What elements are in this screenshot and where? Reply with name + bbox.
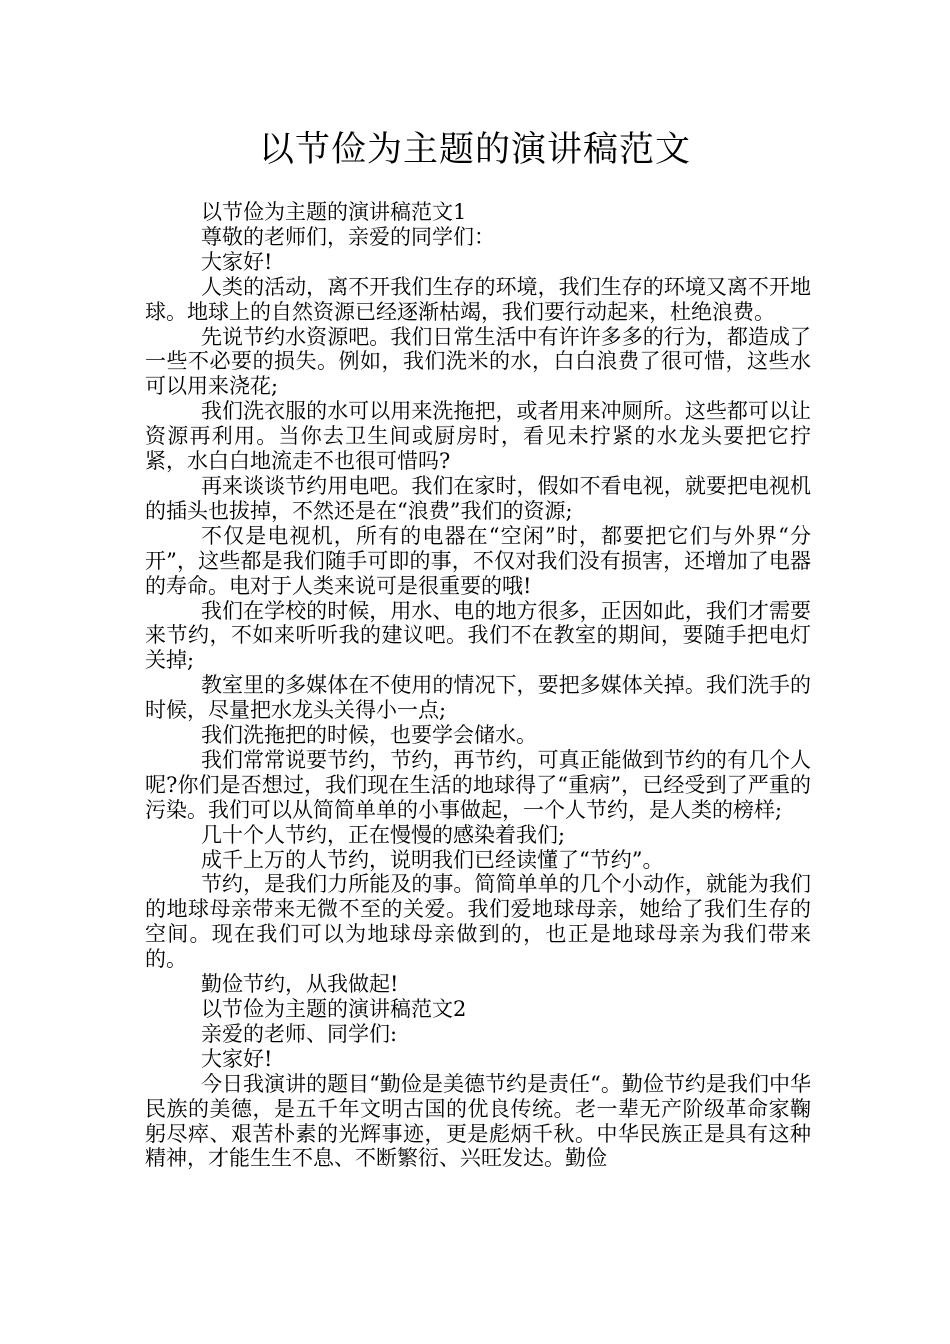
paragraph: 尊敬的老师们，亲爱的同学们：	[201, 224, 495, 249]
paragraph: 再来谈谈节约用电吧。我们在家时，假如不看电视，就要把电视机的插头也拔掉，不然还是在“浪费”我们的资源;	[145, 473, 811, 523]
paragraph: 我们洗拖把的时候，也要学会储水。	[201, 723, 537, 748]
paragraph: 今日我演讲的题目“勤俭是美德节约是责任“。勤俭节约是我们中华民族的美德，是五千年文明古国的优良传统。老一辈无产阶级革命家鞠躬尽瘁、艰苦朴素的光辉事迹，更是彪炳千秋。中华民族正是具有这种精神，才能生生不息、不断繁衍、兴旺发达。勤俭	[145, 1071, 811, 1171]
paragraph: 大家好!	[201, 1046, 273, 1071]
paragraph: 我们在学校的时候，用水、电的地方很多，正因如此，我们才需要来节约，不如来听听我的建议吧。我们不在教室的期间，要随手把电灯关掉;	[145, 598, 811, 673]
paragraph: 节约，是我们力所能及的事。简简单单的几个小动作，就能为我们的地球母亲带来无微不至的关爱。我们爱地球母亲，她给了我们生存的空间。现在我们可以为地球母亲做到的，也正是地球母亲为我们带来的。	[145, 872, 811, 972]
document-title: 以节俭为主题的演讲稿范文	[258, 130, 691, 170]
document-body	[145, 200, 811, 1171]
paragraph: 人类的活动，离不开我们生存的环境，我们生存的环境又离不开地球。地球上的自然资源已经逐渐枯竭，我们要行动起来，杜绝浪费。	[145, 274, 811, 324]
paragraph: 成千上万的人节约，说明我们已经读懂了“节约”。	[201, 847, 664, 872]
paragraph: 以节俭为主题的演讲稿范文1	[201, 200, 467, 224]
paragraph: 大家好!	[201, 249, 273, 274]
paragraph: 以节俭为主题的演讲稿范文2	[201, 997, 467, 1021]
paragraph: 亲爱的老师、同学们:	[201, 1021, 398, 1046]
paragraph: 我们常常说要节约，节约，再节约，可真正能做到节约的有几个人呢?你们是否想过，我们现在生活的地球得了“重病”，已经受到了严重的污染。我们可以从简简单单的小事做起，一个人节约，是人类的榜样;	[145, 747, 811, 822]
paragraph: 不仅是电视机，所有的电器在“空闲”时，都要把它们与外界“分开”，这些都是我们随手可即的事，不仅对我们没有损害，还增加了电器的寿命。电对于人类来说可是很重要的哦!	[145, 523, 811, 598]
paragraph: 勤俭节约，从我做起!	[201, 972, 399, 997]
paragraph: 我们洗衣服的水可以用来洗拖把，或者用来冲厕所。这些都可以让资源再利用。当你去卫生间或厨房时，看见未拧紧的水龙头要把它拧紧，水白白地流走不也很可惜吗?	[145, 399, 811, 474]
paragraph: 先说节约水资源吧。我们日常生活中有许许多多的行为，都造成了一些不必要的损失。例如，我们洗米的水，白白浪费了很可惜，这些水可以用来浇花;	[145, 324, 811, 399]
paragraph: 几十个人节约，正在慢慢的感染着我们;	[201, 822, 566, 847]
paragraph: 教室里的多媒体在不使用的情况下，要把多媒体关掉。我们洗手的时候，尽量把水龙头关得小一点;	[145, 673, 811, 723]
